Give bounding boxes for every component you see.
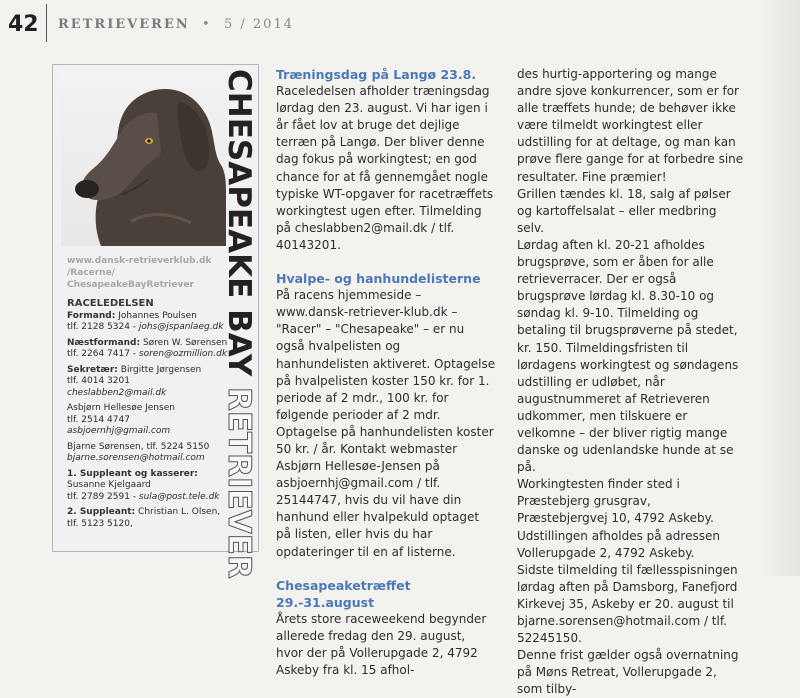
vertical-breed-title — [221, 69, 257, 579]
issue-number: 5 / 2014 — [223, 17, 294, 32]
article-paragraph: Denne frist gælder også overnatning på Møns Retreat, Vollerupgade 2, som tilby- — [517, 648, 739, 697]
running-title: RETRIEVEREN • 5 / 2014 — [58, 17, 294, 32]
contact-group — [67, 365, 232, 400]
website-link-path: ChesapeakeBayRetriever — [67, 280, 194, 290]
website-link-path: /Racerne/ — [67, 268, 115, 278]
chesapeake-dog-image — [61, 71, 226, 246]
contact-group — [67, 338, 232, 361]
contact-role: Næstformand: — [67, 337, 141, 348]
contact-name: Birgitte Jørgensen — [120, 364, 202, 375]
article-heading: Træningsdag på Langø 23.8. — [276, 67, 477, 82]
contact-phone: tlf. 2789 2591 - — [67, 491, 139, 502]
contact-name: Susanne Kjelgaard — [67, 480, 151, 490]
contact-name: Søren W. Sørensen — [142, 337, 228, 348]
article-paragraph: Workingtesten finder sted i Præstebjerg grusgrav, Præstebjergvej 10, 4792 Askeby. Udstillingen afholdes på adressen Vollerupgade 2, 4792 Askeby. — [517, 477, 720, 560]
contact-email[interactable]: soren@ozmillion.dk — [138, 349, 228, 359]
contact-name: Asbjørn Hellesøe Jensen — [67, 403, 175, 413]
article-paragraph: På racens hjemmeside – www.dansk-retriever-klub.dk – "Racer" – "Chesapeake" – er nu også hvalpelisten og hanhundelisten aktiveret. Optagelse på hvalpelisten koster 150 kr. for 1. periode af 2 mdr., 100 kr. for følgende perioder af 2 mdr. Optagelse på hanhundelisten koster 50 kr. / år. Kontakt webmaster Asbjørn Hellesøe-Jensen på asbjoernhj@gmail.com / tlf. 25144747, hvis du vil have din hanhund eller hvalpekuld optaget på listen, eller hvis du har opdateringer til en af listerne. — [276, 288, 496, 559]
article-column-right — [517, 66, 745, 698]
article-paragraph: des hurtig-apportering og mange andre sjove konkurrencer, som er for alle træffets hunde; de behøver ikke være tilmeldt workingtest eller udstilling for at deltage, og man kan prøve flere gange for at forbedre sine resultater. Fine præmier! — [517, 67, 744, 184]
contact-group — [67, 469, 232, 504]
article-heading: Chesapeaketræffet 29.-31.august — [276, 577, 411, 610]
contact-phone: tlf. 5123 5120, — [67, 518, 133, 529]
breed-title-main: CHESAPEAKE BAY — [221, 69, 257, 377]
contact-group — [67, 442, 232, 465]
article-heading: Hvalpe- og hanhundelisterne — [276, 271, 481, 287]
contact-phone: tlf. 2128 5324 - — [67, 322, 139, 332]
contact-name: Bjarne Sørensen, tlf. 5224 5150 — [67, 441, 210, 452]
page-header — [0, 0, 800, 44]
header-divider — [46, 4, 47, 42]
contact-group — [67, 311, 232, 334]
contact-phone: tlf. 4014 3201 — [67, 376, 130, 386]
contact-role: 2. Suppleant: — [67, 507, 136, 517]
article-paragraph: Årets store raceweekend begynder allerede fredag den 29. august, hvor der på Vollerupgade 2, 4792 Askeby fra kl. 15 afhol- — [276, 611, 487, 678]
article-paragraph: Grillen tændes kl. 18, salg af pølser og kartoffelsalat – eller medbring selv. — [517, 186, 731, 235]
website-link[interactable]: www.dansk-retrieverklub.dk — [67, 256, 212, 266]
contact-role: 1. Suppleant og kasserer: — [67, 468, 198, 479]
contact-email[interactable]: johs@jspanlaeg.dk — [138, 322, 224, 332]
contact-email[interactable]: asbjoernhj@gmail.com — [67, 426, 171, 436]
contact-role: Formand: — [67, 310, 116, 321]
breed-info-box — [52, 64, 259, 579]
contact-email[interactable]: sula@post.tele.dk — [138, 491, 220, 502]
article-column-middle — [276, 66, 496, 679]
article-paragraph: Sidste tilmelding til fællesspisningen lørdag aften på Damsborg, Fanefjord Kirkevej 35, Askeby er 20. august til bjarne.sorensen@hotmail.com / tlf. 52245150. — [517, 562, 738, 646]
contact-name: Johannes Poulsen — [118, 310, 197, 321]
contact-phone: tlf. 2264 7417 - — [67, 349, 139, 359]
contact-email[interactable]: bjarne.sorensen@hotmail.com — [67, 453, 205, 463]
section-title: RACELEDELSEN — [67, 298, 154, 309]
page-number: 42 — [8, 12, 39, 37]
article-paragraph: Raceledelsen afholder træningsdag lørdag den 23. august. Vi har igen i år fået lov at bruge det dejlige terræn på Langø. Der bliver denne dag fokus på workingtest; en god chance for at få gennemgået nogle typiske WT-opgaver for racetræffets workingtest ugen efter. Tilmelding på cheslabben2@mail.dk / tlf. 40143201. — [276, 84, 494, 252]
contact-name: Christian L. Olsen, — [138, 507, 221, 517]
contact-email[interactable]: cheslabben2@mail.dk — [67, 387, 167, 398]
website-links — [67, 255, 211, 291]
breed-title-outline: RETRIEVER — [221, 386, 257, 579]
magazine-name: RETRIEVEREN — [58, 17, 190, 32]
article-paragraph: Lørdag aften kl. 20-21 afholdes brugsprøve, som er åben for alle retrieverracer. Der er også brugsprøve lørdag kl. 8.30-10 og søndag kl. 9-10. Tilmelding og betaling til brugsprøverne på stedet, kr. 150. Tilmeldingsfristen til lørdagens workingtest og søndagens udstilling er udløbet, når augustnummeret af Retrieveren udkommer, men tilskuere er velkomne – der bliver rigtig mange danske og udenlandske hunde at se på. — [517, 237, 739, 475]
contact-group — [67, 403, 232, 438]
contact-role: Sekretær: — [67, 364, 118, 375]
page-edge-shadow — [760, 0, 800, 576]
dog-photo — [61, 71, 226, 246]
club-contacts — [67, 298, 232, 534]
contact-phone: tlf. 2514 4747 — [67, 414, 130, 425]
contact-group — [67, 507, 232, 530]
